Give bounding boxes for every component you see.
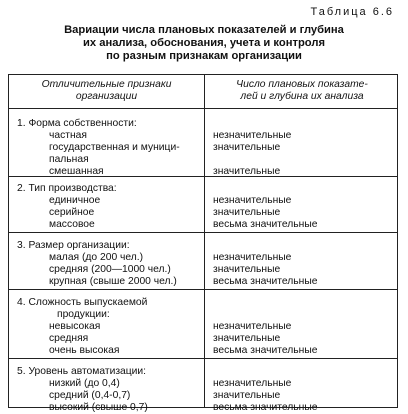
indicator-value: весьма значительные (213, 276, 318, 287)
section-heading: 4. Сложность выпускаемой (17, 297, 148, 308)
attribute-item: малая (до 200 чел.) (49, 252, 144, 263)
title-line: по разным признакам организации (106, 50, 302, 62)
header-left-line: Отличительные признаки (41, 79, 172, 90)
attribute-item: массовое (49, 219, 95, 230)
indicator-value: весьма значительные (213, 402, 318, 413)
header-right-line: лей и глубина их анализа (240, 91, 364, 102)
header-right-line: Число плановых показате- (236, 79, 368, 90)
attribute-item: частная (49, 130, 87, 141)
attribute-item: серийное (49, 207, 95, 218)
indicator-value: незначительные (213, 252, 292, 263)
attribute-item: средняя (200—1000 чел.) (49, 264, 171, 275)
header-left-line: организации (75, 91, 138, 102)
section-heading: 2. Тип производства: (17, 183, 117, 194)
section-divider (9, 232, 397, 233)
header-divider (9, 108, 397, 109)
indicator-value: незначительные (213, 195, 292, 206)
indicator-value: незначительные (213, 130, 292, 141)
header-left (9, 79, 204, 103)
indicator-value: значительные (213, 166, 281, 177)
indicator-value: незначительные (213, 321, 292, 332)
attribute-item: смешанная (49, 166, 104, 177)
attribute-item: государственная и муници- (49, 142, 180, 153)
indicator-value: значительные (213, 142, 281, 153)
title-line: их анализа, обоснования, учета и контроля (83, 37, 325, 49)
indicator-value: значительные (213, 264, 281, 275)
title-line: Вариации числа плановых показателей и глубина (64, 24, 344, 36)
attribute-item: средняя (49, 333, 89, 344)
section-divider (9, 289, 397, 290)
section-heading: 5. Уровень автоматизации: (17, 366, 147, 377)
attribute-item: пальная (49, 154, 89, 165)
attribute-item: невысокая (49, 321, 101, 332)
attribute-item: очень высокая (49, 345, 120, 356)
attribute-item: единичное (49, 195, 101, 206)
indicator-value: весьма значительные (213, 219, 318, 230)
attribute-item: крупная (свыше 2000 чел.) (49, 276, 177, 287)
attribute-item: низкий (до 0,4) (49, 378, 120, 389)
indicator-value: весьма значительные (213, 345, 318, 356)
table-title (10, 24, 398, 63)
attribute-item: высокий (свыше 0,7) (49, 402, 148, 413)
section-heading: 3. Размер организации: (17, 240, 130, 251)
indicator-value: значительные (213, 390, 281, 401)
section-heading: продукции: (57, 309, 110, 320)
indicator-value: значительные (213, 333, 281, 344)
data-table (8, 74, 398, 413)
section-heading: 1. Форма собственности: (17, 118, 137, 129)
table-number-label: Таблица 6.6 (310, 6, 394, 18)
header-right (205, 79, 399, 103)
indicator-value: значительные (213, 207, 281, 218)
attribute-item: средний (0,4-0,7) (49, 390, 131, 401)
indicator-value: незначительные (213, 378, 292, 389)
section-divider (9, 358, 397, 359)
